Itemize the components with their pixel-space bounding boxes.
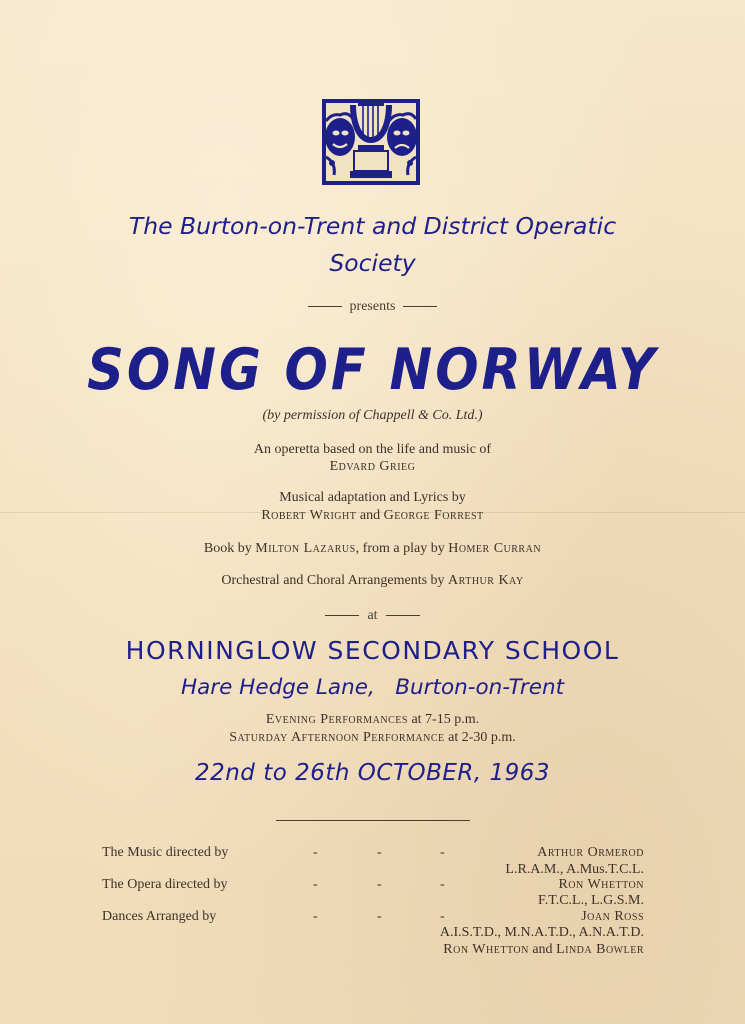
- and-word: and: [532, 942, 553, 957]
- credit-name-opera: Ron Whetton: [558, 877, 644, 892]
- based-on-line: An operetta based on the life and music of: [253, 442, 492, 457]
- saturday-label: Saturday Afternoon Performance: [229, 730, 445, 745]
- lyricist-a: Robert Wright: [261, 508, 357, 523]
- adaptation-names: [0, 508, 745, 524]
- venue-street: Hare Hedge Lane,: [180, 675, 375, 700]
- permission-note: (by permission of Chappell & Co. Ltd.): [262, 408, 483, 423]
- dance-assistant-a: Ron Whetton: [443, 942, 529, 957]
- lyricist-b: George Forrest: [383, 508, 484, 523]
- dance-assistant-b: Linda Bowler: [556, 942, 644, 957]
- presents-line: [0, 299, 745, 315]
- dash-rule: [386, 615, 420, 616]
- dash-rule: [325, 615, 359, 616]
- leader-dash: -: [440, 877, 445, 892]
- credit-label-dances: Dances Arranged by: [102, 909, 217, 924]
- credit-quals-dances: A.I.S.T.D., M.N.A.T.D., A.N.A.T.D.: [439, 925, 644, 940]
- adaptation-line: Musical adaptation and Lyrics by: [279, 490, 466, 505]
- leader-dash: -: [313, 877, 318, 892]
- evening-performances: [0, 712, 745, 728]
- society-line-2: Society: [329, 249, 416, 277]
- book-author: Milton Lazarus: [255, 541, 356, 556]
- composer-name: Edvard Grieg: [329, 459, 416, 474]
- credit-label-music: The Music directed by: [102, 845, 229, 860]
- credit-label-opera: The Opera directed by: [102, 877, 228, 892]
- dash-rule: [403, 306, 437, 307]
- leader-dash: -: [440, 909, 445, 924]
- credit-name-dances: Joan Ross: [581, 909, 644, 924]
- credit-quals-music: L.R.A.M., A.Mus.T.C.L.: [505, 862, 644, 877]
- and-word: and: [359, 508, 381, 523]
- evening-label: Evening Performances: [265, 712, 408, 727]
- lyre-masks-emblem-icon: [320, 97, 422, 187]
- performance-dates: 22nd to 26th OCTOBER, 1963: [194, 760, 551, 786]
- divider-rule: [276, 820, 470, 821]
- book-prefix: Book by: [203, 541, 252, 556]
- credit-extra-dances: [443, 942, 644, 958]
- leader-dash: -: [440, 845, 445, 860]
- show-title: SONG OF NORWAY: [87, 337, 658, 404]
- book-line: [0, 541, 745, 557]
- saturday-time: at 2-30 p.m.: [448, 730, 516, 745]
- leader-dash: -: [377, 877, 382, 892]
- credit-quals-opera: F.T.C.L., L.G.S.M.: [538, 893, 644, 908]
- saturday-performance: [0, 730, 745, 746]
- credit-name-music: Arthur Ormerod: [537, 845, 644, 860]
- venue-town: Burton-on-Trent: [395, 675, 565, 700]
- leader-dash: -: [313, 845, 318, 860]
- leader-dash: -: [377, 845, 382, 860]
- society-name: [0, 208, 745, 282]
- presents-label: presents: [349, 299, 396, 314]
- venue-address: [0, 675, 745, 700]
- leader-dash: -: [377, 909, 382, 924]
- at-label: at: [367, 608, 378, 623]
- dash-rule: [308, 306, 342, 307]
- orch-name: Arthur Kay: [448, 573, 524, 588]
- book-mid: , from a play by: [355, 541, 445, 556]
- orch-prefix: Orchestral and Choral Arrangements by: [221, 573, 445, 588]
- at-line: [0, 608, 745, 624]
- evening-time: at 7-15 p.m.: [411, 712, 480, 727]
- society-line-1: The Burton-on-Trent and District Operatic: [128, 212, 617, 240]
- venue-name: HORNINGLOW SECONDARY SCHOOL: [125, 636, 620, 665]
- orchestration-line: [0, 573, 745, 589]
- leader-dash: -: [313, 909, 318, 924]
- play-author: Homer Curran: [448, 541, 542, 556]
